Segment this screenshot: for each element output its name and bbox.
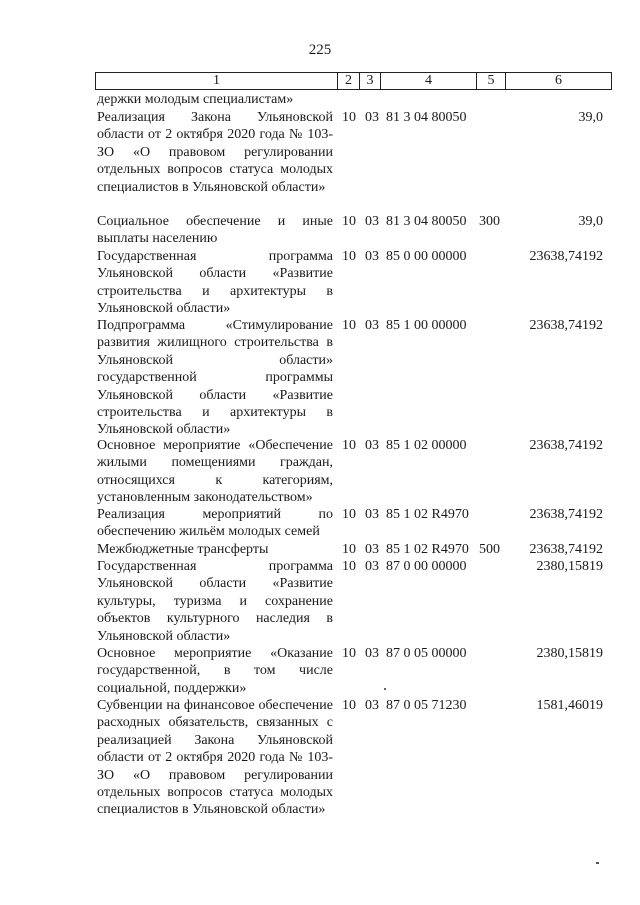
- row-amount: 1581,46019: [536, 698, 603, 713]
- row-target-code: 87 0 05 00000: [386, 646, 467, 661]
- row-section: 10: [342, 214, 356, 229]
- header-col-1: 1: [96, 73, 338, 89]
- row-section: 10: [342, 559, 356, 574]
- table-header: [95, 72, 612, 90]
- row-description: Реализация мероприятий по обеспечению жильём молодых семей: [97, 507, 333, 540]
- row-target-code: 85 0 00 00000: [386, 249, 467, 264]
- scan-edge-mark: [596, 862, 599, 864]
- row-amount: 23638,74192: [529, 438, 603, 453]
- row-subsection: 03: [365, 698, 379, 713]
- row-description: держки молодым специалистам»: [97, 92, 294, 107]
- row-description: Субвенции на финансовое обеспечение расходных обязательств, связанных с реализацией Закона Ульяновской области от 2 октября 2020 года № 103-ЗО «О правовом регулировании отдельных вопросов статуса молодых специалистов в Ульяновской области»: [97, 698, 333, 818]
- row-description: Государственная программа Ульяновской области «Развитие культуры, туризма и сохранение объектов культурного наследия в Ульяновской области»: [97, 559, 333, 644]
- header-col-4: 4: [381, 73, 477, 89]
- row-subsection: 03: [365, 507, 379, 522]
- row-section: 10: [342, 646, 356, 661]
- row-section: 10: [342, 249, 356, 264]
- row-target-code: 81 3 04 80050: [386, 110, 467, 125]
- row-target-code: 85 1 02 R4970: [386, 507, 469, 522]
- row-section: 10: [342, 698, 356, 713]
- scan-speck: [384, 688, 386, 690]
- row-target-code: 87 0 00 00000: [386, 559, 467, 574]
- row-expense-type: 300: [479, 214, 500, 229]
- row-subsection: 03: [365, 318, 379, 333]
- row-description: Государственная программа Ульяновской области «Развитие строительства и архитектуры в Ульяновской области»: [97, 249, 333, 317]
- header-col-6: 6: [555, 73, 562, 88]
- row-amount: 23638,74192: [529, 542, 603, 557]
- row-amount: 39,0: [578, 214, 603, 229]
- row-description: Основное мероприятие «Обеспечение жилыми помещениями граждан, относящихся к категориям, установленным законодательством»: [97, 438, 333, 506]
- page-number: 225: [308, 42, 332, 58]
- row-expense-type: 500: [479, 542, 500, 557]
- row-subsection: 03: [365, 438, 379, 453]
- row-target-code: 81 3 04 80050: [386, 214, 467, 229]
- row-amount: 39,0: [578, 110, 603, 125]
- row-description: Основное мероприятие «Оказание государственной, в том числе социальной, поддержки»: [97, 646, 333, 696]
- row-target-code: 85 1 02 00000: [386, 438, 467, 453]
- row-target-code: 87 0 05 71230: [386, 698, 467, 713]
- row-subsection: 03: [365, 214, 379, 229]
- row-section: 10: [342, 318, 356, 333]
- row-target-code: 85 1 00 00000: [386, 318, 467, 333]
- row-subsection: 03: [365, 110, 379, 125]
- row-section: 10: [342, 507, 356, 522]
- header-col-3: 3: [360, 73, 381, 89]
- row-amount: 2380,15819: [536, 559, 603, 574]
- row-description: Подпрограмма «Стимулирование развития жилищного строительства в Ульяновской области» государственной программы Ульяновской области «Развитие строительства и архитектуры в Ульяновской области»: [97, 318, 333, 438]
- row-amount: 2380,15819: [536, 646, 603, 661]
- row-section: 10: [342, 542, 356, 557]
- row-amount: 23638,74192: [529, 249, 603, 264]
- header-col-5: 5: [477, 73, 506, 89]
- row-amount: 23638,74192: [529, 318, 603, 333]
- row-subsection: 03: [365, 646, 379, 661]
- row-subsection: 03: [365, 559, 379, 574]
- row-description: Реализация Закона Ульяновской области от 2 октября 2020 года № 103-ЗО «О правовом регулировании отдельных вопросов статуса молодых специалистов в Ульяновской области»: [97, 110, 333, 195]
- row-subsection: 03: [365, 542, 379, 557]
- row-target-code: 85 1 02 R4970: [386, 542, 469, 557]
- row-section: 10: [342, 438, 356, 453]
- row-description: Межбюджетные трансферты: [97, 542, 269, 557]
- header-col-2: 2: [338, 73, 360, 89]
- row-section: 10: [342, 110, 356, 125]
- row-amount: 23638,74192: [529, 507, 603, 522]
- row-description: Социальное обеспечение и иные выплаты населению: [97, 214, 333, 247]
- row-subsection: 03: [365, 249, 379, 264]
